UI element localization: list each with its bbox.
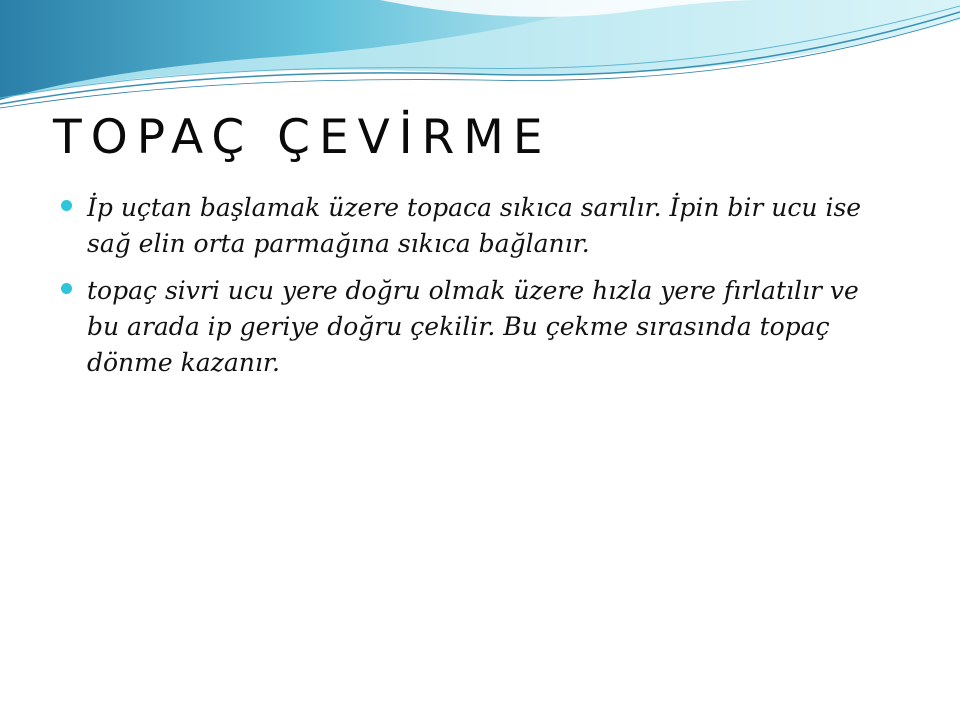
bullet-list <box>58 190 878 392</box>
header-wave-decoration <box>0 0 960 110</box>
bullet-item <box>58 273 878 381</box>
bullet-text: topaç sivri ucu yere doğru olmak üzere hızla yere fırlatılır ve bu arada ip geriye doğru çekilir. Bu çekme sırasında topaç dönme kazanır. <box>87 276 859 377</box>
slide-title: TOPAÇ ÇEVİRME <box>53 110 552 165</box>
bullet-item <box>58 190 878 262</box>
bullet-dot-icon <box>61 283 72 294</box>
bullet-text: İp uçtan başlamak üzere topaca sıkıca sarılır. İpin bir ucu ise sağ elin orta parmağına sıkıca bağlanır. <box>87 193 862 258</box>
bullet-dot-icon <box>61 200 72 211</box>
